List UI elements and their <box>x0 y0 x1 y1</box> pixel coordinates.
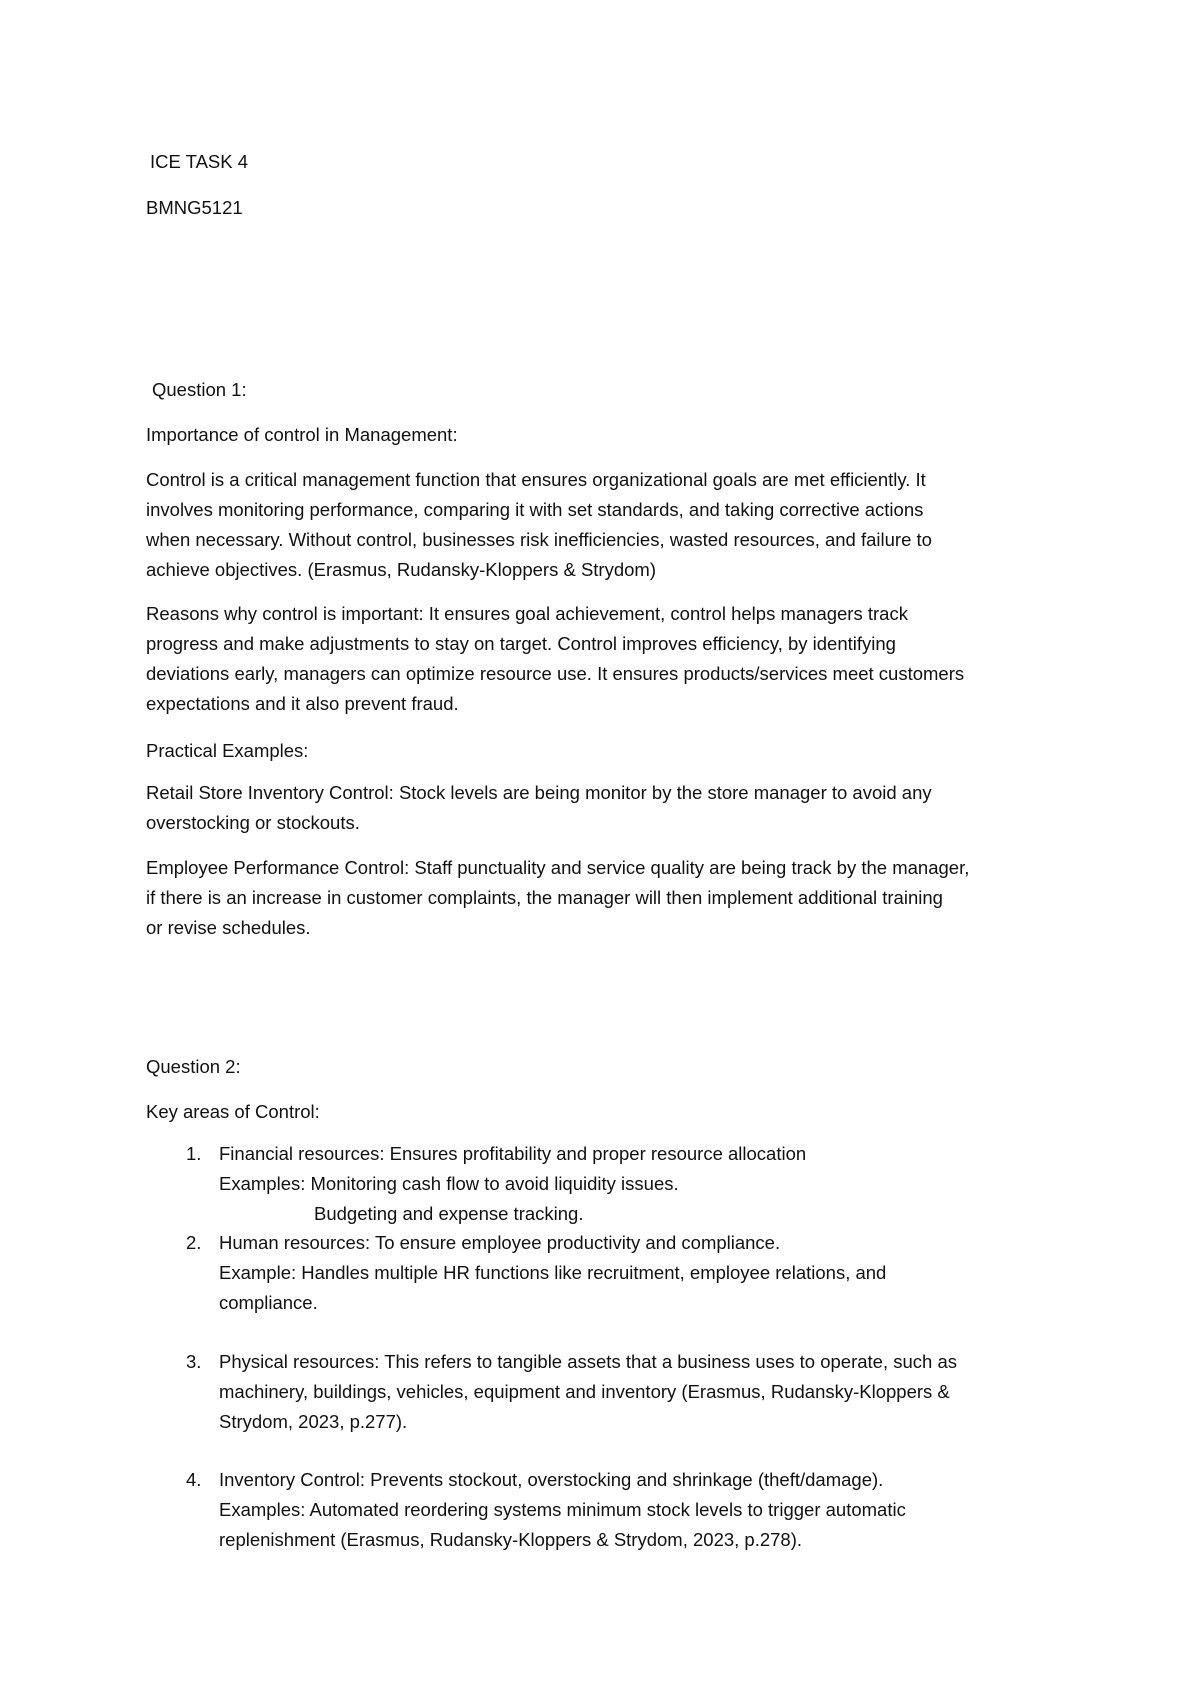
question-1-heading: Question 1: <box>152 379 247 400</box>
question-2-subheading: Key areas of Control: <box>146 1101 320 1122</box>
practical-examples-heading: Practical Examples: <box>146 740 309 761</box>
paragraph-line: overstocking or stockouts. <box>146 812 360 833</box>
list-item-line: Inventory Control: Prevents stockout, overstocking and shrinkage (theft/damage). <box>219 1469 884 1490</box>
retail-example-paragraph <box>146 778 1076 838</box>
list-item-line: Budgeting and expense tracking. <box>314 1203 584 1224</box>
list-item-body <box>219 1347 1079 1437</box>
paragraph-line: if there is an increase in customer complaints, the manager will then implement additional training <box>146 887 943 908</box>
list-item-line: machinery, buildings, vehicles, equipment and inventory (Erasmus, Rudansky-Kloppers & <box>219 1381 950 1402</box>
list-item-line: Human resources: To ensure employee productivity and compliance. <box>219 1232 781 1253</box>
list-item-body <box>219 1139 1079 1229</box>
paragraph-line: when necessary. Without control, businesses risk inefficiencies, wasted resources, and failure to <box>146 529 932 550</box>
document-title: ICE TASK 4 <box>150 151 249 172</box>
course-code: BMNG5121 <box>146 197 243 218</box>
paragraph-line: expectations and it also prevent fraud. <box>146 693 459 714</box>
list-item-line: Examples: Monitoring cash flow to avoid liquidity issues. <box>219 1173 679 1194</box>
paragraph-line: progress and make adjustments to stay on target. Control improves efficiency, by identifying <box>146 633 896 654</box>
list-item-line: Financial resources: Ensures profitability and proper resource allocation <box>219 1143 807 1164</box>
question-2-heading: Question 2: <box>146 1056 241 1077</box>
control-reasons-paragraph <box>146 599 1076 719</box>
list-item-line: Strydom, 2023, p.277). <box>219 1411 408 1432</box>
paragraph-line: Reasons why control is important: It ensures goal achievement, control helps managers track <box>146 603 908 624</box>
list-item-line: Example: Handles multiple HR functions like recruitment, employee relations, and <box>219 1262 887 1283</box>
control-definition-paragraph <box>146 465 1076 585</box>
list-number: 2. <box>186 1232 202 1253</box>
paragraph-line: Control is a critical management function that ensures organizational goals are met efficiently. It <box>146 469 926 490</box>
paragraph-line: achieve objectives. (Erasmus, Rudansky-Kloppers & Strydom) <box>146 559 656 580</box>
list-item-line: replenishment (Erasmus, Rudansky-Kloppers & Strydom, 2023, p.278). <box>219 1529 803 1550</box>
employee-example-paragraph <box>146 853 1076 943</box>
list-item-line: Physical resources: This refers to tangible assets that a business uses to operate, such as <box>219 1351 957 1372</box>
list-number: 1. <box>186 1143 202 1164</box>
list-item-body <box>219 1228 1079 1318</box>
list-item-line: compliance. <box>219 1292 318 1313</box>
list-number: 3. <box>186 1351 202 1372</box>
list-item-line: Examples: Automated reordering systems minimum stock levels to trigger automatic <box>219 1499 906 1520</box>
question-1-subheading: Importance of control in Management: <box>146 424 458 445</box>
paragraph-line: Employee Performance Control: Staff punctuality and service quality are being track by the manager, <box>146 857 970 878</box>
paragraph-line: deviations early, managers can optimize resource use. It ensures products/services meet customers <box>146 663 965 684</box>
paragraph-line: Retail Store Inventory Control: Stock levels are being monitor by the store manager to avoid any <box>146 782 932 803</box>
list-number: 4. <box>186 1469 202 1490</box>
list-item-body <box>219 1465 1079 1555</box>
paragraph-line: involves monitoring performance, comparing it with set standards, and taking corrective actions <box>146 499 924 520</box>
paragraph-line: or revise schedules. <box>146 917 311 938</box>
